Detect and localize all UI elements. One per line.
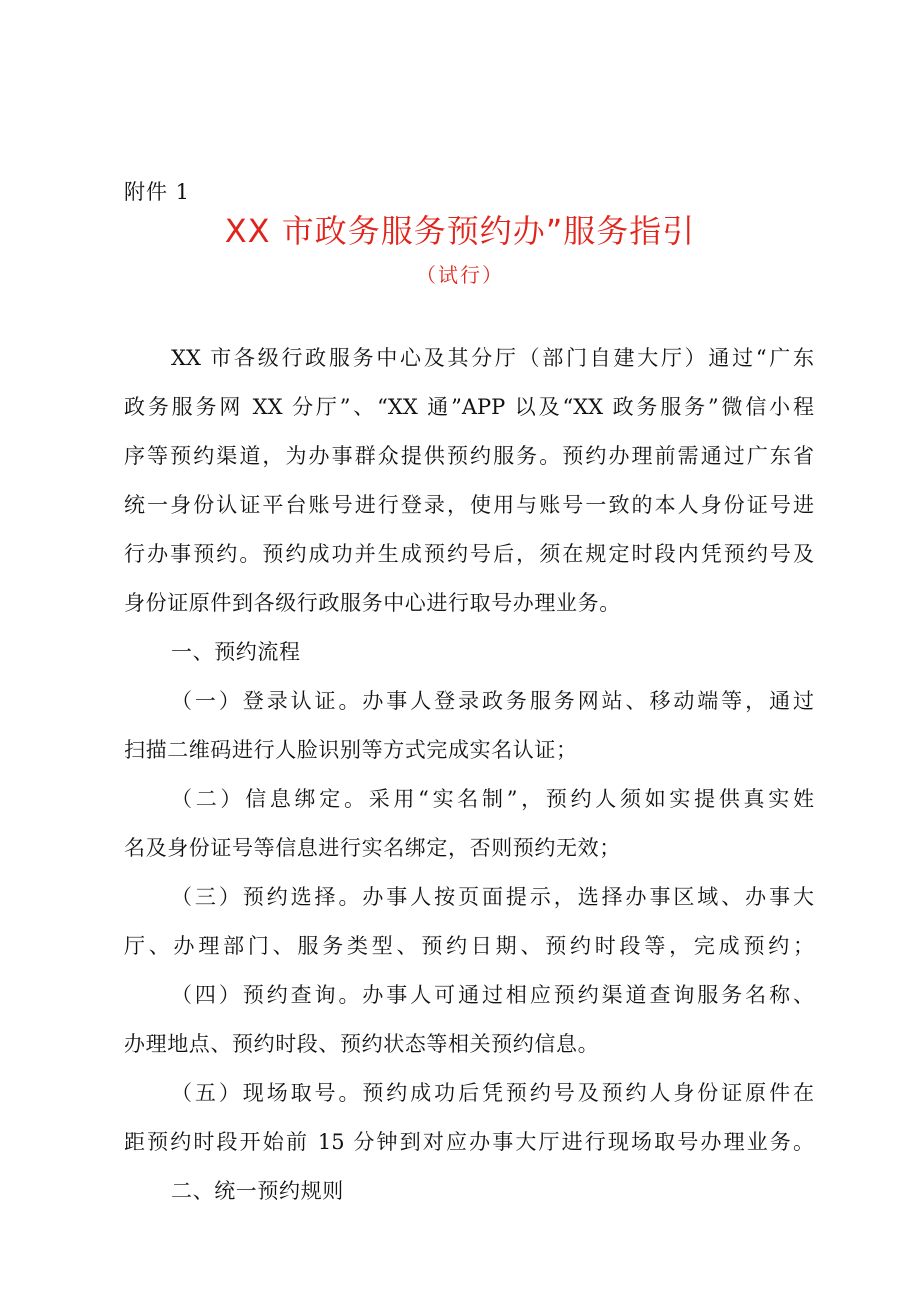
step-2-line: 名及身份证号等信息进行实名绑定，否则预约无效； xyxy=(124,836,621,860)
step-1-line: （一）登录认证。办事人登录政务服务网站、移动端等，通过 xyxy=(171,689,814,713)
section-heading: 一、预约流程 xyxy=(171,640,301,664)
page-subtitle: （试行） xyxy=(416,263,504,287)
step-3-line: 厅、办理部门、服务类型、预约日期、预约时段等，完成预约； xyxy=(124,934,814,958)
step-4-line: （四）预约查询。办事人可通过相应预约渠道查询服务名称、 xyxy=(171,983,814,1007)
step-5-line: 距预约时段开始前 15 分钟到对应办事大厅进行现场取号办理业务。 xyxy=(124,1130,814,1154)
step-4-line: 办理地点、预约时段、预约状态等相关预约信息。 xyxy=(124,1032,600,1056)
intro-line: XX 市各级行政服务中心及其分厅（部门自建大厅）通过“广东 xyxy=(171,346,814,370)
step-5-line: （五）现场取号。预约成功后凭预约号及预约人身份证原件在 xyxy=(171,1081,814,1105)
step-2-line: （二）信息绑定。采用“实名制”，预约人须如实提供真实姓 xyxy=(171,787,814,811)
page-title: XX 市政务服务预约办”服务指引 xyxy=(224,212,696,250)
section-heading: 二、统一预约规则 xyxy=(171,1179,344,1203)
attachment-label: 附件 1 xyxy=(124,180,191,204)
intro-line: 政务服务网 XX 分厅”、“XX 通”APP 以及“XX 政务服务”微信小程 xyxy=(124,395,814,419)
intro-line: 行办事预约。预约成功并生成预约号后，须在规定时段内凭预约号及 xyxy=(124,542,814,566)
step-3-line: （三）预约选择。办事人按页面提示，选择办事区域、办事大 xyxy=(171,885,814,909)
intro-line: 身份证原件到各级行政服务中心进行取号办理业务。 xyxy=(124,591,621,615)
step-1-line: 扫描二维码进行人脸识别等方式完成实名认证； xyxy=(124,738,578,762)
intro-line: 统一身份认证平台账号进行登录，使用与账号一致的本人身份证号进 xyxy=(124,493,814,517)
intro-line: 序等预约渠道，为办事群众提供预约服务。预约办理前需通过广东省 xyxy=(124,444,814,468)
